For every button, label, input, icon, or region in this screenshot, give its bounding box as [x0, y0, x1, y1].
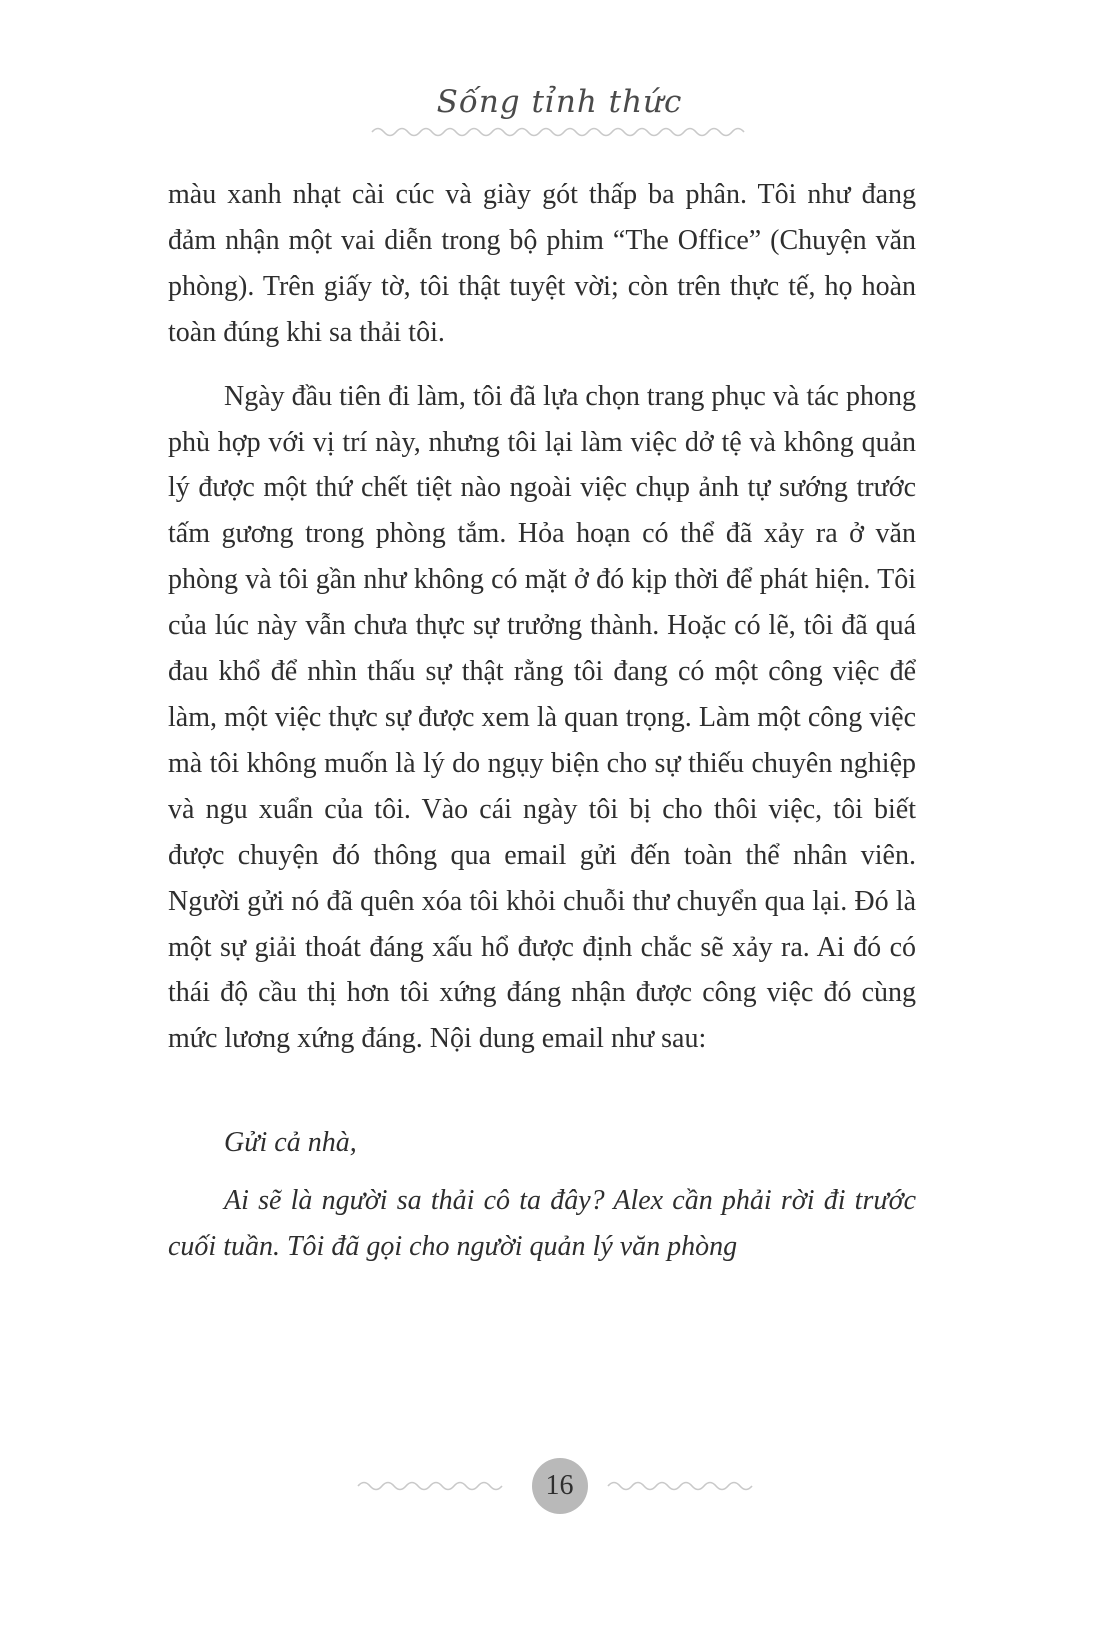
wavy-divider-header — [370, 126, 750, 138]
wavy-divider-footer-right — [606, 1480, 764, 1492]
letter-body: Ai sẽ là người sa thải cô ta đây? Alex cần phải rời đi trước cuối tuần. Tôi đã gọi cho người quản lý văn phòng — [168, 1185, 916, 1263]
letter-salutation: Gửi cả nhà, — [224, 1127, 357, 1159]
page-body — [168, 172, 916, 1270]
paragraph: màu xanh nhạt cài cúc và giày gót thấp ba phân. Tôi như đang đảm nhận một vai diễn trong bộ phim “The Office” (Chuyện văn phòng). Trên giấy tờ, tôi thật tuyệt vời; còn trên thực tế, họ hoàn toàn đúng khi sa thải tôi. — [168, 179, 916, 348]
page-footer — [0, 1458, 1119, 1514]
email-excerpt — [168, 1120, 916, 1270]
wavy-divider-footer-left — [356, 1480, 514, 1492]
page-header — [0, 0, 1119, 138]
book-title: Sống tỉnh thức — [436, 84, 683, 120]
page-number: 16 — [545, 1470, 574, 1501]
paragraph: Ngày đầu tiên đi làm, tôi đã lựa chọn trang phục và tác phong phù hợp với vị trí này, nhưng tôi lại làm việc dở tệ và không quản lý được một thứ chết tiệt nào ngoài việc chụp ảnh tự sướng trước tấm gương trong phòng tắm. Hỏa hoạn có thể đã xảy ra ở văn phòng và tôi gần như không có mặt ở đó kịp thời để phát hiện. Tôi của lúc này vẫn chưa thực sự trưởng thành. Hoặc có lẽ, tôi đã quá đau khổ để nhìn thấu sự thật rằng tôi đang có một công việc để làm, một việc thực sự được xem là quan trọng. Làm một công việc mà tôi không muốn là lý do ngụy biện cho sự thiếu chuyên nghiệp và ngu xuẩn của tôi. Vào cái ngày tôi bị cho thôi việc, tôi biết được chuyện đó thông qua email gửi đến toàn thể nhân viên. Người gửi nó đã quên xóa tôi khỏi chuỗi thư chuyển qua lại. Đó là một sự giải thoát đáng xấu hổ được định chắc sẽ xảy ra. Ai đó có thái độ cầu thị hơn tôi xứng đáng nhận được công việc đó cùng mức lương xứng đáng. Nội dung email như sau: — [168, 380, 916, 1055]
page-number-badge — [532, 1458, 588, 1514]
